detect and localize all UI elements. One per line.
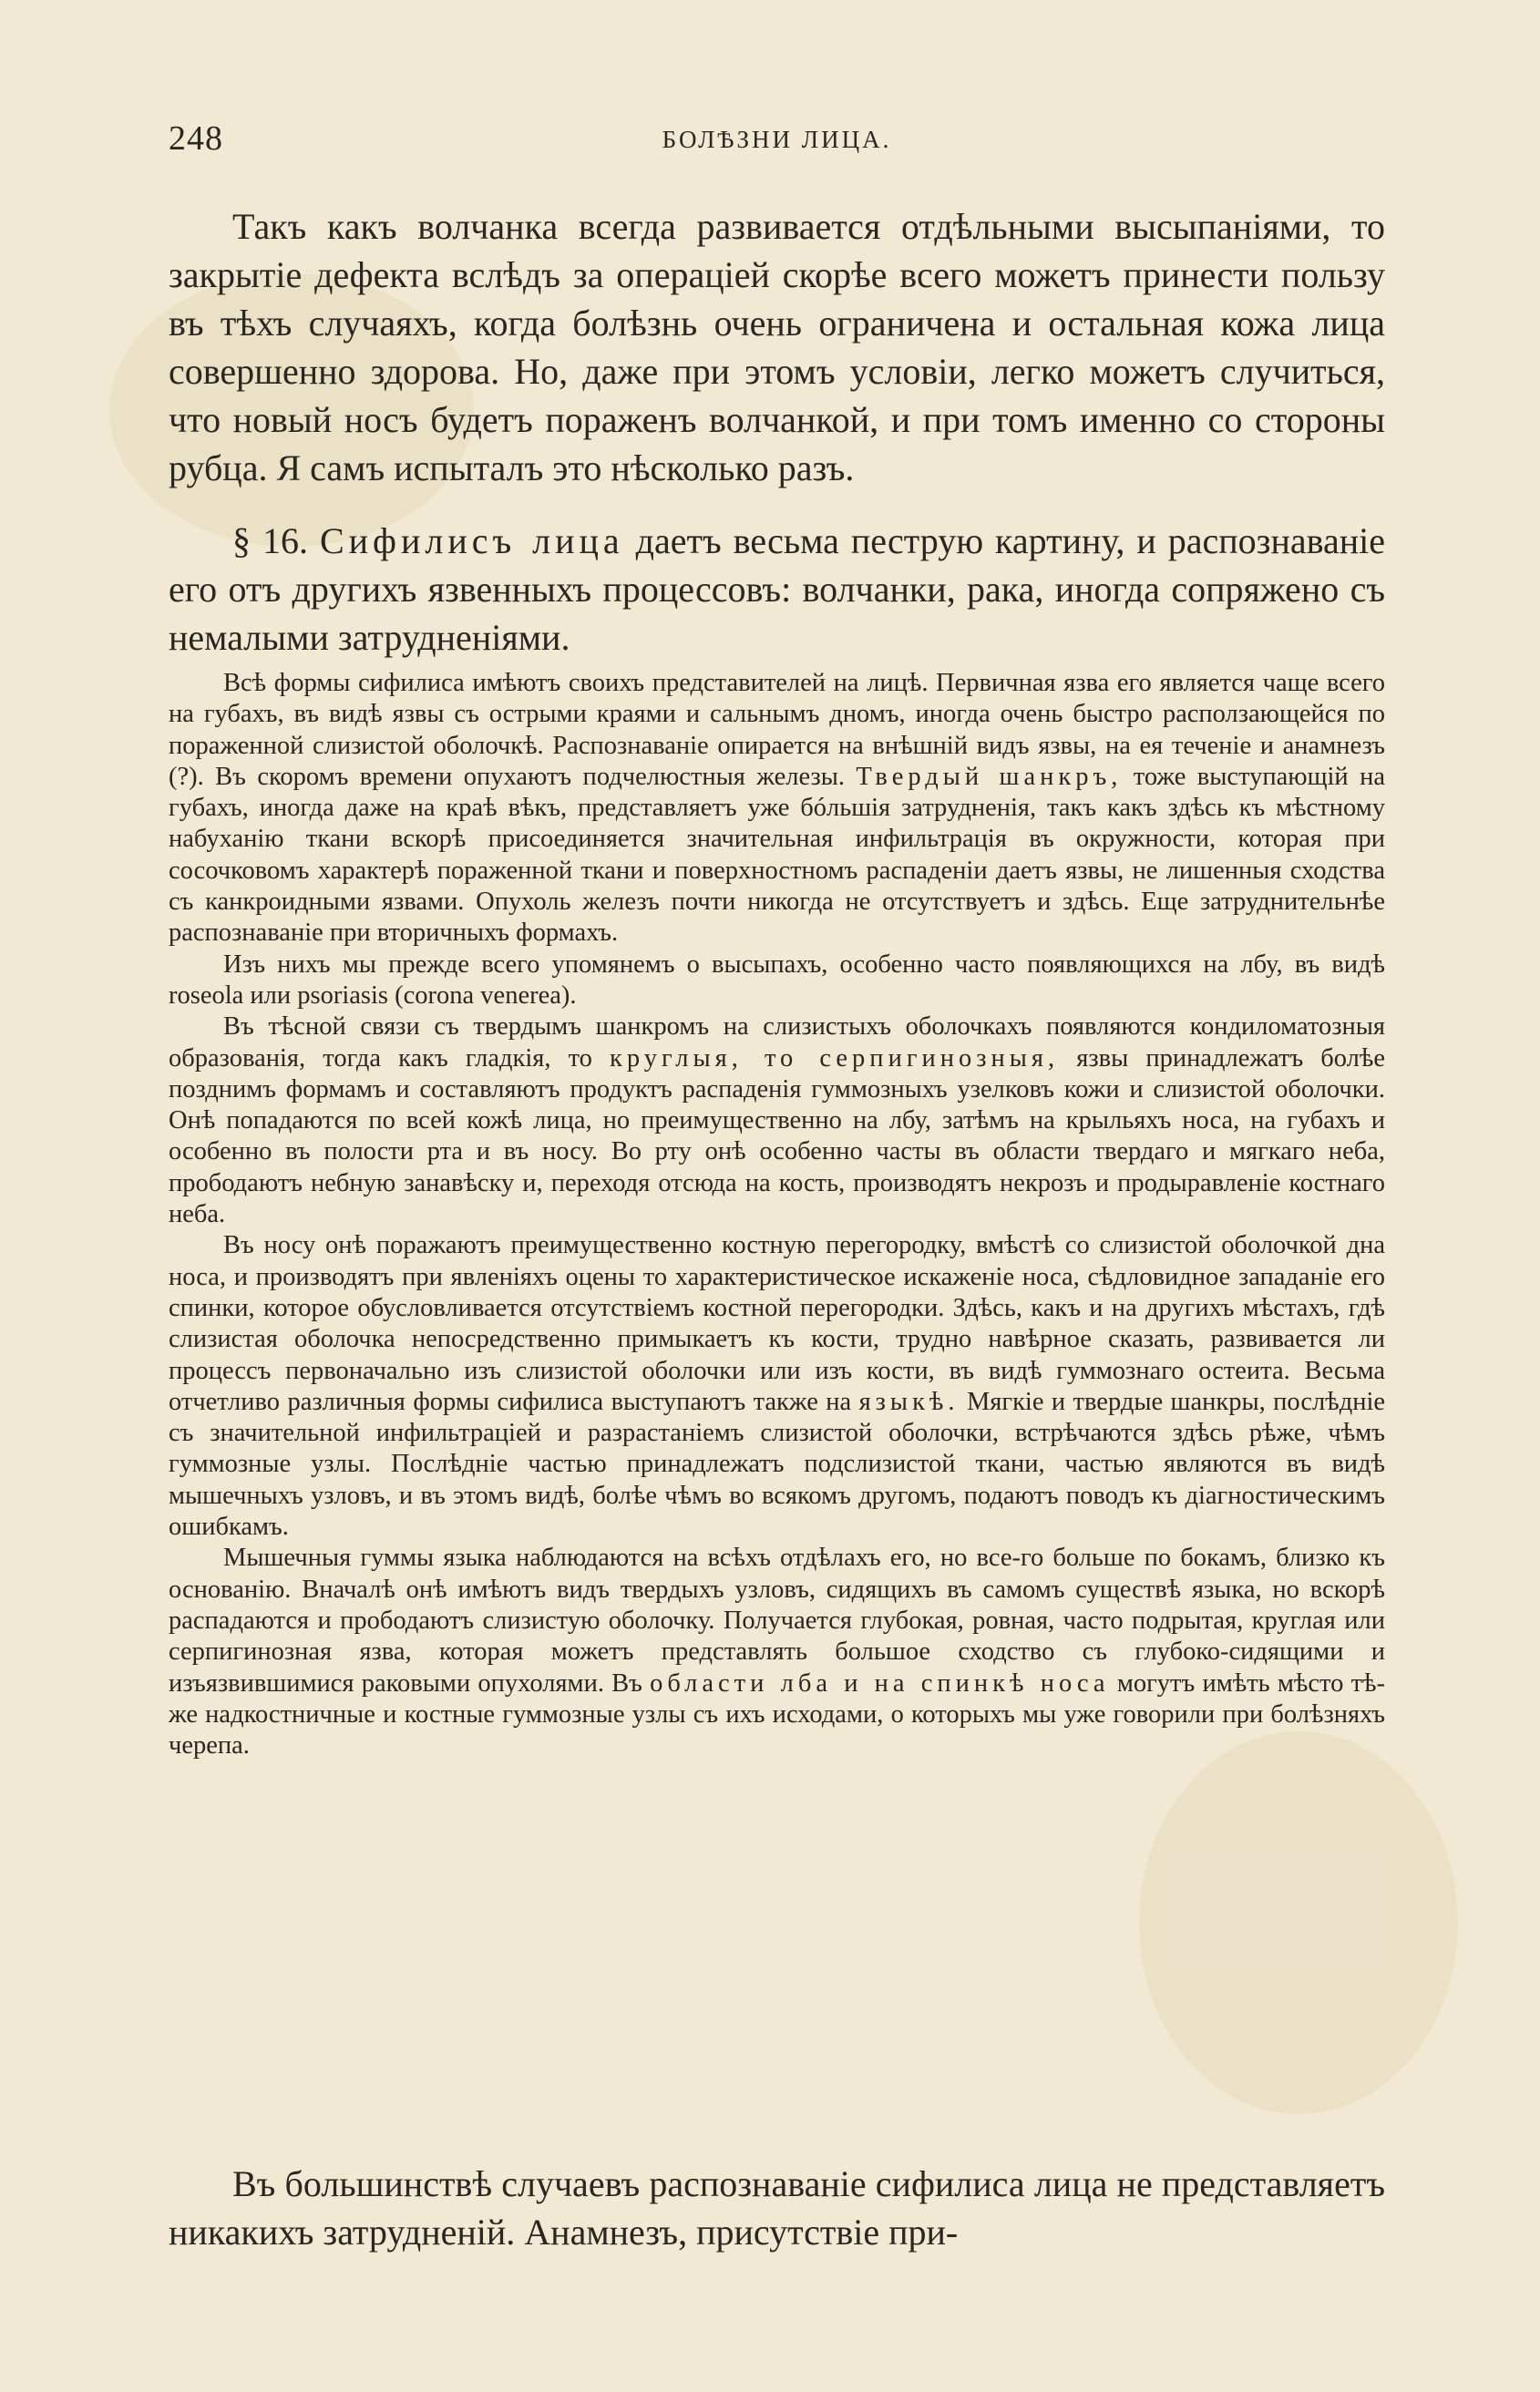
small-paragraph (169, 1543, 1385, 1761)
emphasized-term: области лба и на спинкѣ носа (650, 1668, 1110, 1698)
small-paragraph-text: Въ тѣсной связи съ твердымъ шанкромъ на слизистыхъ оболочкахъ появляются кондиломатозныя образованія, тогда какъ гладкія, то (169, 1012, 1385, 1073)
small-paragraph-text: тоже выступающій на губахъ, иногда даже на краѣ вѣкъ, представляетъ уже бóльшія затрудненія, такъ какъ здѣсь къ мѣстному набуханію ткани вскорѣ присоединяется значительная инфильтрація въ окружности, которая при сосочковомъ характерѣ пораженной ткани и поверхностномъ распаденіи даетъ язвы, не лишенныя сходства съ канкроидными язвами. Опухоль железъ почти никогда не отсутствуетъ и здѣсь. Еще затруднительнѣе распознаваніе при вторичныхъ формахъ. (169, 762, 1386, 948)
small-paragraph (169, 668, 1385, 950)
section-lead: даетъ весьма пеструю картину, и распознаваніе его отъ другихъ язвенныхъ процессовъ: волчанки, рака, иногда сопряжено съ немалыми затрудненіями. (169, 520, 1386, 658)
page-number: 248 (169, 119, 223, 158)
small-print-block (169, 668, 1385, 1761)
bottom-paragraph-text: Въ большинствѣ случаевъ распознаваніе сифилиса лица не представляетъ никакихъ затрудненій. Анамнезъ, присутствіе при- (169, 2163, 1385, 2253)
emphasized-term: Твердый шанкръ, (856, 762, 1123, 791)
small-paragraph (169, 1011, 1385, 1230)
section-16-text (169, 517, 1385, 662)
section-16 (169, 517, 1385, 662)
top-paragraph (169, 202, 1385, 492)
paper-stain (1139, 1731, 1458, 2114)
top-paragraph-text: Такъ какъ волчанка всегда развивается отдѣльными высыпаніями, то закрытіе дефекта вслѣдъ за операціей скорѣе всего можетъ принести пользу въ тѣхъ случаяхъ, когда болѣзнь очень ограничена и остальная кожа лица совершенно здорова. Но, даже при этомъ условіи, легко можетъ случиться, что новый носъ будетъ пораженъ волчанкой, и при томъ именно со стороны рубца. Я самъ испыталъ это нѣсколько разъ. (169, 206, 1385, 488)
small-paragraph-text: Въ носу онѣ поражаютъ преимущественно костную перегородку, вмѣстѣ со слизистой оболочкой дна носа, и производятъ при явленіяхъ оцены то характеристическое искаженіе носа, сѣдловидное западаніе его спинки, которое обусловливается отсутствіемъ костной перегородки. Здѣсь, какъ и на другихъ мѣстахъ, гдѣ слизистая оболочка непосредственно примыкаетъ къ кости, трудно навѣрное сказать, развивается ли процессъ первоначально изъ слизистой оболочки или изъ кости, въ видѣ гуммознаго остеита. Весьма отчетливо различныя формы сифилиса выступаютъ также на (169, 1231, 1385, 1416)
emphasized-term: круглыя, то серпигинозныя, (610, 1043, 1060, 1073)
section-title: Сифилисъ лица (319, 520, 624, 561)
small-paragraph-text: Изъ нихъ мы прежде всего упомянемъ о высыпахъ, особенно часто появляющихся на лбу, въ видѣ roseola или psoriasis (corona venerea). (169, 950, 1385, 1010)
running-title: БОЛѢЗНИ ЛИЦА. (662, 126, 892, 153)
small-paragraph-text: Мягкіе и твердые шанкры, послѣдніе съ значительной инфильтраціей и разрастаніемъ слизистой оболочки, встрѣчаются здѣсь рѣже, чѣмъ гуммозные узлы. Послѣдніе частью принадлежатъ подслизистой ткани, частью являются въ видѣ мышечныхъ узловъ, и въ этомъ видѣ, болѣе чѣмъ во всякомъ другомъ, подаютъ поводъ къ діагностическимъ ошибкамъ. (169, 1387, 1386, 1542)
small-paragraph-text: Всѣ формы сифилиса имѣютъ своихъ представителей на лицѣ. Первичная язва его является чаще всего на губахъ, въ видѣ язвы съ острыми краями и сальнымъ дномъ, иногда очень быстро расползающейся по пораженной слизистой оболочкѣ. Распознаваніе опирается на внѣшній видъ язвы, на ея теченіе и анамнезъ (?). Въ скоромъ времени опухаютъ подчелюстныя железы. (169, 669, 1385, 791)
section-number: § 16. (232, 520, 308, 561)
small-paragraph (169, 1230, 1385, 1543)
small-paragraph-text: Мышечныя гуммы языка наблюдаются на всѣхъ отдѣлахъ его, но все-го больше по бокамъ, близко къ основанію. Вначалѣ онѣ имѣютъ видъ твердыхъ узловъ, сидящихъ въ самомъ существѣ языка, но вскорѣ распадаются и прободаютъ слизистую оболочку. Получается глубокая, ровная, часто подрытая, круглая или серпигинозная язва, которая можетъ представлять большое сходство съ глубоко-сидящими и изъязвившимися раковыми опухолями. Въ (169, 1544, 1385, 1698)
emphasized-term: языкѣ. (858, 1387, 960, 1416)
small-paragraph-text: могутъ имѣть мѣсто тѣ-же надкостничные и костные гуммозные узлы съ ихъ исходами, о которыхъ мы уже говорили при болѣзняхъ черепа. (169, 1668, 1385, 1761)
small-paragraph-text: язвы принадлежатъ болѣе позднимъ формамъ и составляютъ продуктъ распаденія гуммозныхъ узелковъ кожи и слизистой оболочки. Онѣ попадаются по всей кожѣ лица, но преимущественно на лбу, затѣмъ на крыльяхъ носа, на губахъ и особенно въ полости рта и въ носу. Во рту онѣ особенно часты въ области твердаго и мягкаго неба, прободаютъ небную занавѣску и, переходя отсюда на кость, производятъ некрозъ и продыравленіе костнаго неба. (169, 1043, 1386, 1229)
page-header (169, 118, 1385, 164)
small-paragraph (169, 950, 1385, 1012)
bottom-paragraph (169, 2160, 1385, 2256)
